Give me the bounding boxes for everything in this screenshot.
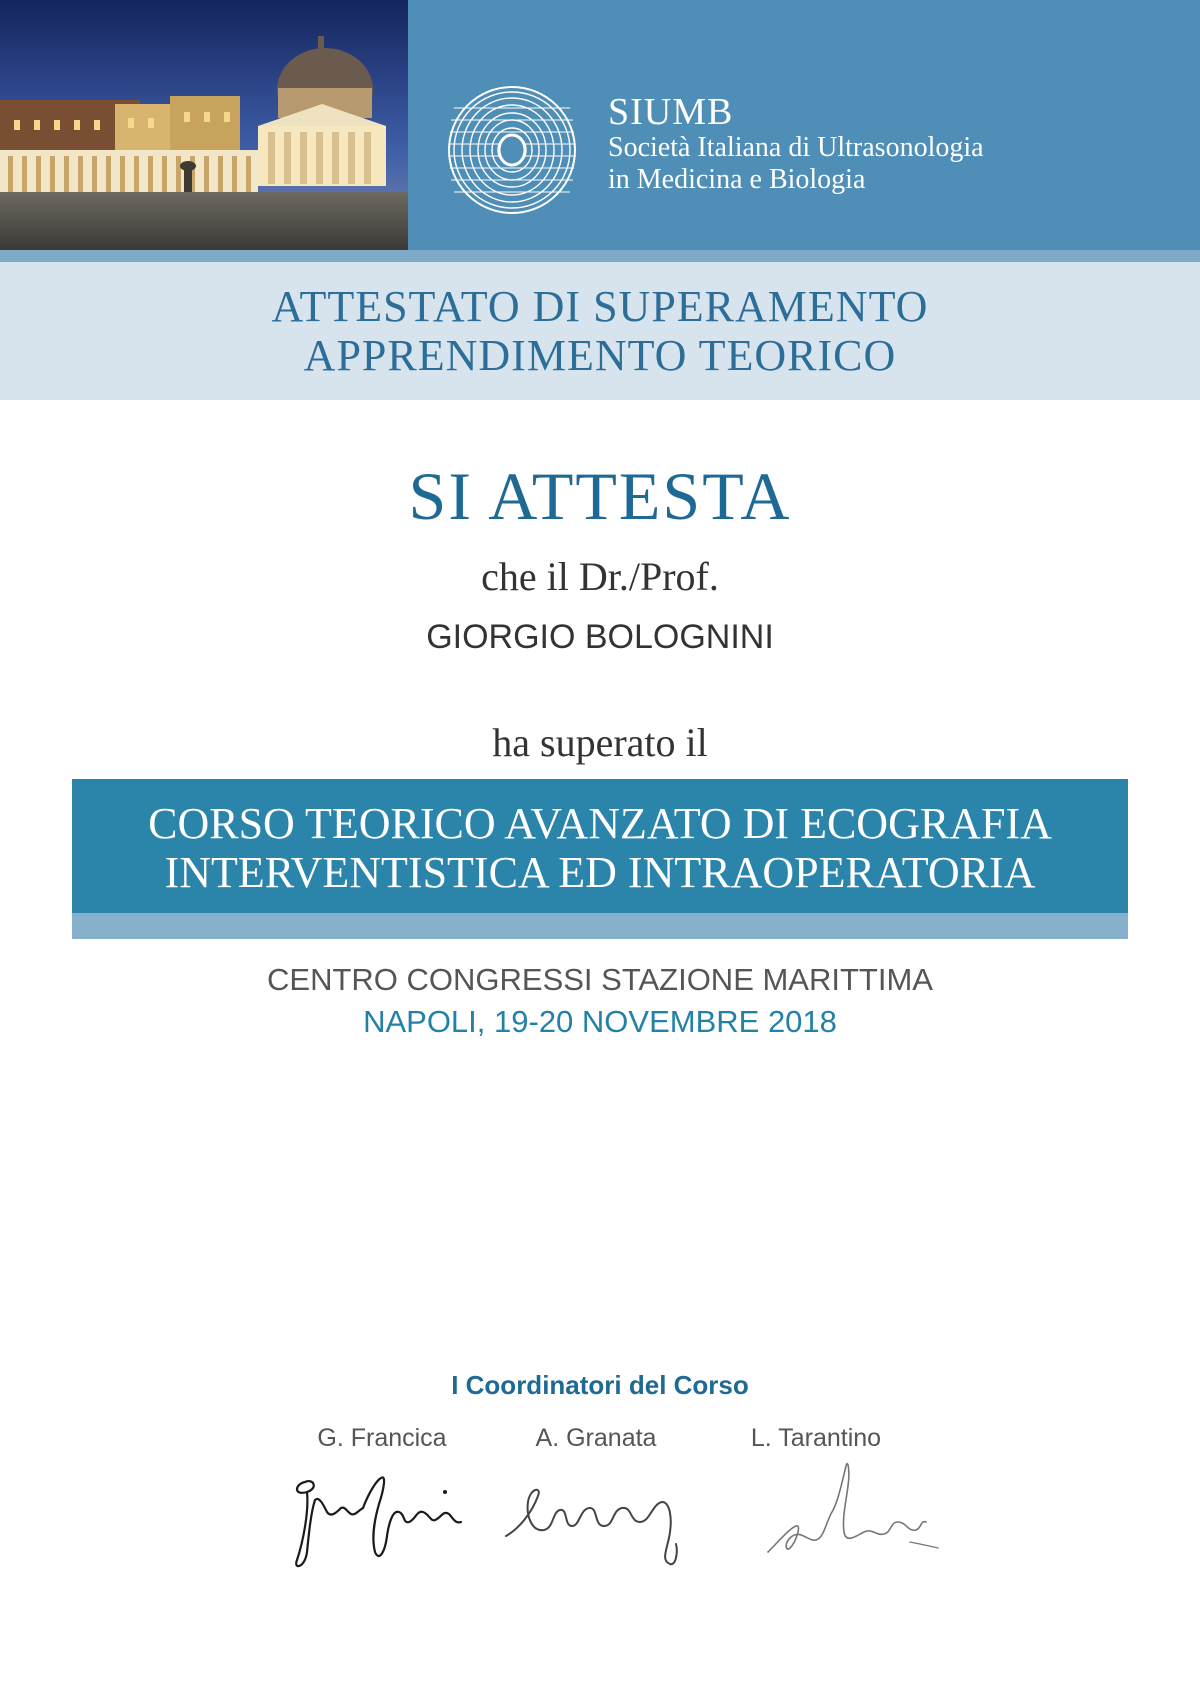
coordinator-name-2: A. Granata — [535, 1424, 657, 1452]
header-divider — [0, 250, 1200, 262]
certificate-title-line2: APPRENDIMENTO TEORICO — [303, 331, 897, 380]
venue-text: CENTRO CONGRESSI STAZIONE MARITTIMA — [267, 962, 933, 997]
passed-text: ha superato il — [492, 720, 708, 765]
org-acronym: SIUMB — [608, 91, 734, 133]
coordinator-name-3: L. Tarantino — [750, 1424, 882, 1452]
napoli-photo — [0, 0, 408, 250]
course-box-stripe — [72, 913, 1128, 939]
coordinators-title: I Coordinatori del Corso — [451, 1370, 749, 1400]
recipient-name: GIORGIO BOLOGNINI — [426, 618, 774, 656]
coordinator-name-1: G. Francica — [317, 1424, 447, 1452]
certificate-title — [0, 282, 1200, 380]
certificate-title-line1: ATTESTATO DI SUPERAMENTO — [271, 282, 929, 331]
course-title-line1: CORSO TEORICO AVANZATO DI ECOGRAFIA — [148, 799, 1052, 848]
signature-francica — [285, 1452, 475, 1572]
course-title-line2: INTERVENTISTICA ED INTRAOPERATORIA — [164, 848, 1036, 897]
org-fullname-line2: in Medicina e Biologia — [608, 164, 866, 195]
signature-granata — [500, 1452, 700, 1572]
siumb-logo-icon — [446, 84, 578, 216]
organization-name — [608, 92, 984, 196]
event-date: NAPOLI, 19-20 NOVEMBRE 2018 — [363, 1004, 837, 1039]
org-fullname-line1: Società Italiana di Ultrasonologia — [608, 132, 984, 163]
signature-tarantino — [760, 1452, 960, 1592]
intro-text: che il Dr./Prof. — [481, 554, 719, 599]
course-title — [72, 799, 1128, 897]
attest-heading: SI ATTESTA — [408, 458, 792, 534]
